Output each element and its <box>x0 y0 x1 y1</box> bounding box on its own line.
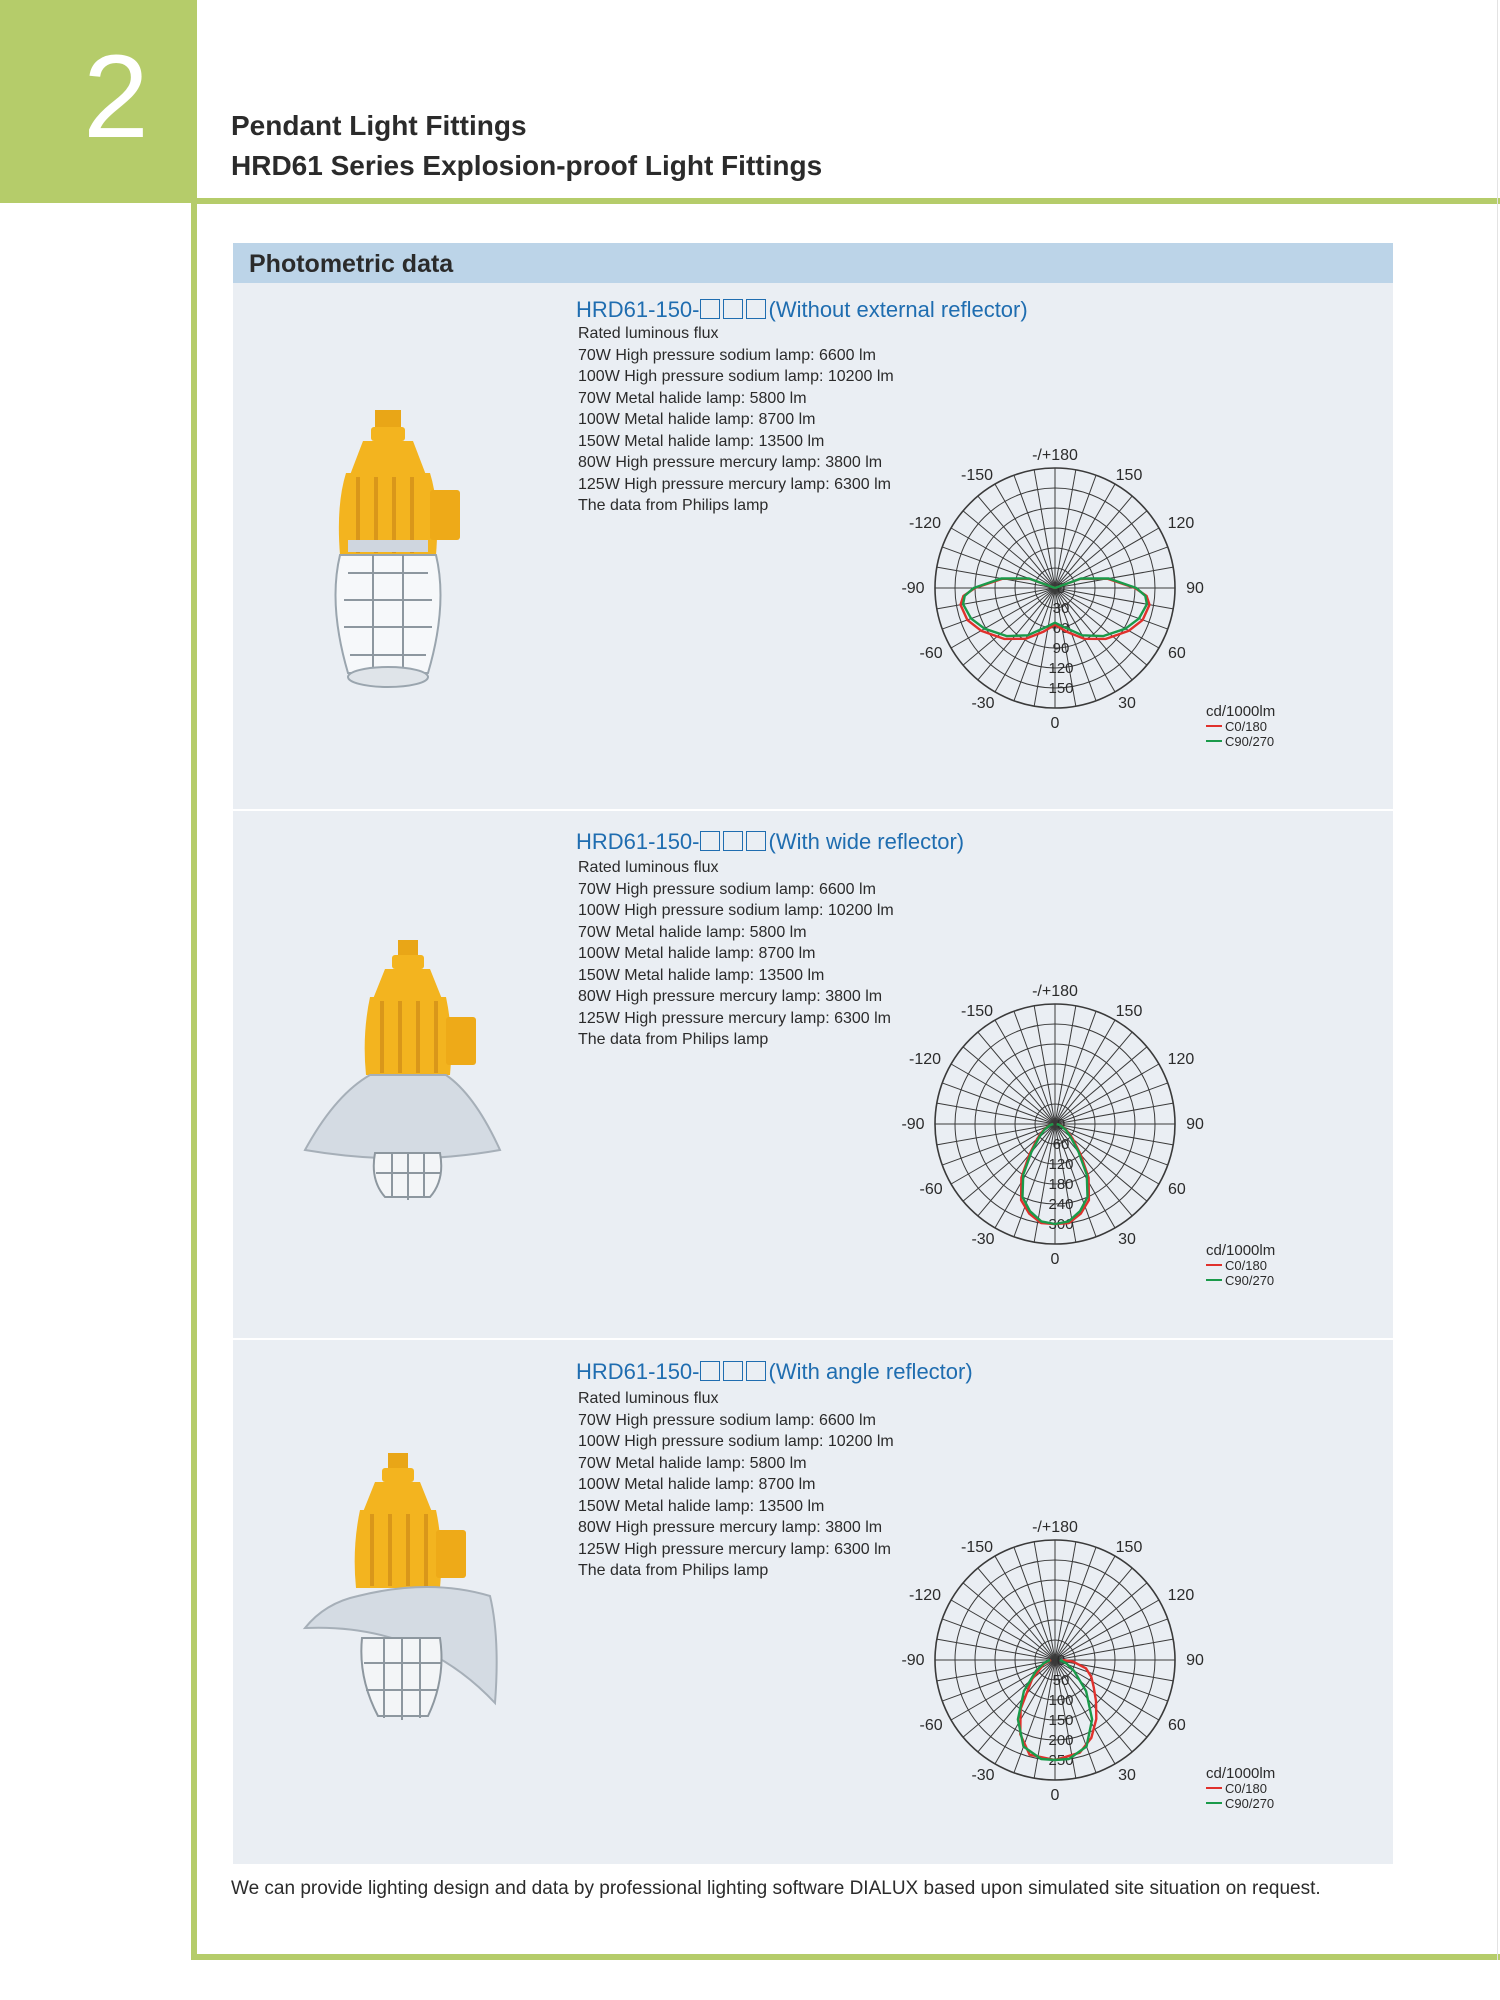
angle-label: -/+180 <box>1032 448 1078 464</box>
angle-label: 60 <box>1168 645 1186 662</box>
spec-line: 70W Metal halide lamp: 5800 lm <box>578 389 807 407</box>
pendant-lamp-angle-reflector-icon <box>300 1448 510 1733</box>
section-title: HRD61-150- (Without external reflector) <box>576 297 1028 322</box>
angle-label: -90 <box>901 1116 925 1133</box>
pendant-lamp-icon <box>318 405 488 695</box>
spec-line: 70W High pressure sodium lamp: 6600 lm <box>578 880 876 898</box>
angle-label: 60 <box>1168 1717 1186 1734</box>
angle-label: -150 <box>960 1539 994 1557</box>
legend-swatch-icon <box>1206 725 1222 727</box>
legend-unit: cd/1000lm <box>1206 1765 1276 1782</box>
angle-label: -120 <box>909 515 942 532</box>
legend-swatch-icon <box>1206 1264 1222 1266</box>
angle-label: -120 <box>909 1051 942 1068</box>
radial-tick-label: 0 <box>1056 580 1066 597</box>
spec-line: 125W High pressure mercury lamp: 6300 lm <box>578 1540 892 1558</box>
photometric-panel-header <box>233 243 1393 283</box>
radial-tick-label: 180 <box>1048 1176 1074 1193</box>
radial-tick-label: 120 <box>1048 1156 1074 1173</box>
spec-line: 100W High pressure sodium lamp: 10200 lm <box>578 368 894 385</box>
spec-line: Rated luminous flux <box>578 1390 719 1407</box>
angle-label: 150 <box>1115 1539 1143 1557</box>
header-divider <box>197 198 1500 204</box>
legend-item: C90/270 <box>1206 734 1275 749</box>
spec-line: Rated luminous flux <box>578 325 719 342</box>
angle-label: 90 <box>1186 580 1204 597</box>
page-subtitle: HRD61 Series Explosion-proof Light Fittings <box>231 150 823 181</box>
legend-item: C90/270 <box>1206 1273 1275 1288</box>
legend-swatch-icon <box>1206 1802 1222 1804</box>
angle-label: -/+180 <box>1032 1520 1078 1536</box>
spec-line: 100W Metal halide lamp: 8700 lm <box>578 411 816 428</box>
page-edge <box>1497 0 1498 1960</box>
section-number-badge <box>0 0 197 203</box>
legend-item: C0/180 <box>1206 1258 1275 1273</box>
spec-line: The data from Philips lamp <box>578 1562 769 1579</box>
section-number: 2 <box>83 31 149 163</box>
angle-label: 120 <box>1167 1051 1195 1068</box>
radial-tick-label: 150 <box>1048 680 1074 697</box>
legend-item: C90/270 <box>1206 1796 1275 1811</box>
spec-line: 80W High pressure mercury lamp: 3800 lm <box>578 988 883 1005</box>
spec-line: The data from Philips lamp <box>578 497 769 514</box>
angle-label: -60 <box>919 1181 943 1198</box>
spec-line: 150W Metal halide lamp: 13500 lm <box>578 1497 825 1515</box>
radial-tick-label: 90 <box>1052 640 1070 657</box>
page-left-rule <box>191 203 197 1960</box>
footer-note: We can provide lighting design and data by professional lighting software DIALUX based upon simulated site situation on request. <box>231 1878 1321 1899</box>
polar-chart-angle-reflector <box>895 1520 1215 1830</box>
radial-tick-label: 150 <box>1048 1712 1074 1729</box>
angle-label: 120 <box>1167 515 1195 532</box>
section-title: HRD61-150- (With wide reflector) <box>576 829 965 854</box>
spec-line: 80W High pressure mercury lamp: 3800 lm <box>578 1519 883 1536</box>
radial-tick-label: 250 <box>1048 1752 1074 1769</box>
radial-tick-label: 100 <box>1048 1692 1074 1709</box>
page-title: Pendant Light Fittings <box>231 110 527 141</box>
angle-label: 30 <box>1118 1766 1136 1784</box>
angle-label: 30 <box>1118 1230 1136 1248</box>
angle-label: 30 <box>1118 694 1136 712</box>
section-title: HRD61-150- (With angle reflector) <box>576 1359 973 1384</box>
spec-line: 100W High pressure sodium lamp: 10200 lm <box>578 1433 894 1450</box>
angle-label: 150 <box>1115 1003 1143 1021</box>
legend-swatch-icon <box>1206 1279 1222 1281</box>
spec-line: 70W Metal halide lamp: 5800 lm <box>578 923 807 941</box>
page-bottom-rule <box>191 1954 1500 1960</box>
spec-line: 100W Metal halide lamp: 8700 lm <box>578 945 816 962</box>
angle-label: 150 <box>1115 467 1143 485</box>
angle-label: -30 <box>971 1766 995 1784</box>
legend-swatch-icon <box>1206 740 1222 742</box>
angle-label: -90 <box>901 580 925 597</box>
radial-tick-label: 200 <box>1048 1732 1074 1749</box>
angle-label: 0 <box>1050 1787 1060 1804</box>
radial-tick-label: 60 <box>1052 620 1070 637</box>
angle-label: -60 <box>919 645 943 662</box>
angle-label: -30 <box>971 1230 995 1248</box>
spec-line: 100W Metal halide lamp: 8700 lm <box>578 1476 816 1493</box>
angle-label: 0 <box>1050 1251 1060 1268</box>
angle-label: -150 <box>960 1003 994 1021</box>
angle-label: -/+180 <box>1032 984 1078 1000</box>
spec-line: 125W High pressure mercury lamp: 6300 lm <box>578 475 892 493</box>
legend-unit: cd/1000lm <box>1206 703 1276 720</box>
spec-list <box>578 1388 894 1582</box>
angle-label: 90 <box>1186 1116 1204 1133</box>
chart-legend <box>1206 1766 1275 1811</box>
angle-label: -30 <box>971 694 995 712</box>
angle-label: -120 <box>909 1587 942 1604</box>
spec-line: 150W Metal halide lamp: 13500 lm <box>578 432 825 450</box>
chart-legend <box>1206 1243 1275 1288</box>
angle-label: -150 <box>960 467 994 485</box>
spec-line: Rated luminous flux <box>578 859 719 876</box>
radial-tick-label: 60 <box>1052 1136 1070 1153</box>
spec-line: 70W High pressure sodium lamp: 6600 lm <box>578 1411 876 1429</box>
spec-line: 80W High pressure mercury lamp: 3800 lm <box>578 454 883 471</box>
polar-chart-without-reflector <box>895 448 1215 758</box>
legend-unit: cd/1000lm <box>1206 1242 1276 1259</box>
spec-line: 100W High pressure sodium lamp: 10200 lm <box>578 902 894 919</box>
radial-tick-label: 50 <box>1052 1672 1070 1689</box>
angle-label: -90 <box>901 1652 925 1669</box>
angle-label: 60 <box>1168 1181 1186 1198</box>
panel-title: Photometric data <box>249 250 454 278</box>
spec-line: 125W High pressure mercury lamp: 6300 lm <box>578 1009 892 1027</box>
spec-line: 150W Metal halide lamp: 13500 lm <box>578 966 825 984</box>
spec-list <box>578 857 894 1051</box>
radial-tick-label: 120 <box>1048 660 1074 677</box>
angle-label: 120 <box>1167 1587 1195 1604</box>
legend-item: C0/180 <box>1206 1781 1275 1796</box>
polar-chart-wide-reflector <box>895 984 1215 1294</box>
radial-tick-label: 0 <box>1056 1652 1066 1669</box>
legend-swatch-icon <box>1206 1787 1222 1789</box>
radial-tick-label: 300 <box>1048 1216 1074 1233</box>
spec-line: 70W High pressure sodium lamp: 6600 lm <box>578 346 876 364</box>
section-divider <box>233 809 1393 811</box>
pendant-lamp-wide-reflector-icon <box>300 935 510 1215</box>
angle-label: -60 <box>919 1717 943 1734</box>
spec-list <box>578 323 894 517</box>
radial-tick-label: 30 <box>1052 600 1070 617</box>
spec-line: 70W Metal halide lamp: 5800 lm <box>578 1454 807 1472</box>
radial-tick-label: 0 <box>1056 1116 1066 1133</box>
radial-tick-label: 240 <box>1048 1196 1074 1213</box>
chart-legend <box>1206 704 1275 749</box>
legend-item: C0/180 <box>1206 719 1275 734</box>
angle-label: 0 <box>1050 715 1060 732</box>
spec-line: The data from Philips lamp <box>578 1031 769 1048</box>
angle-label: 90 <box>1186 1652 1204 1669</box>
section-divider <box>233 1338 1393 1340</box>
